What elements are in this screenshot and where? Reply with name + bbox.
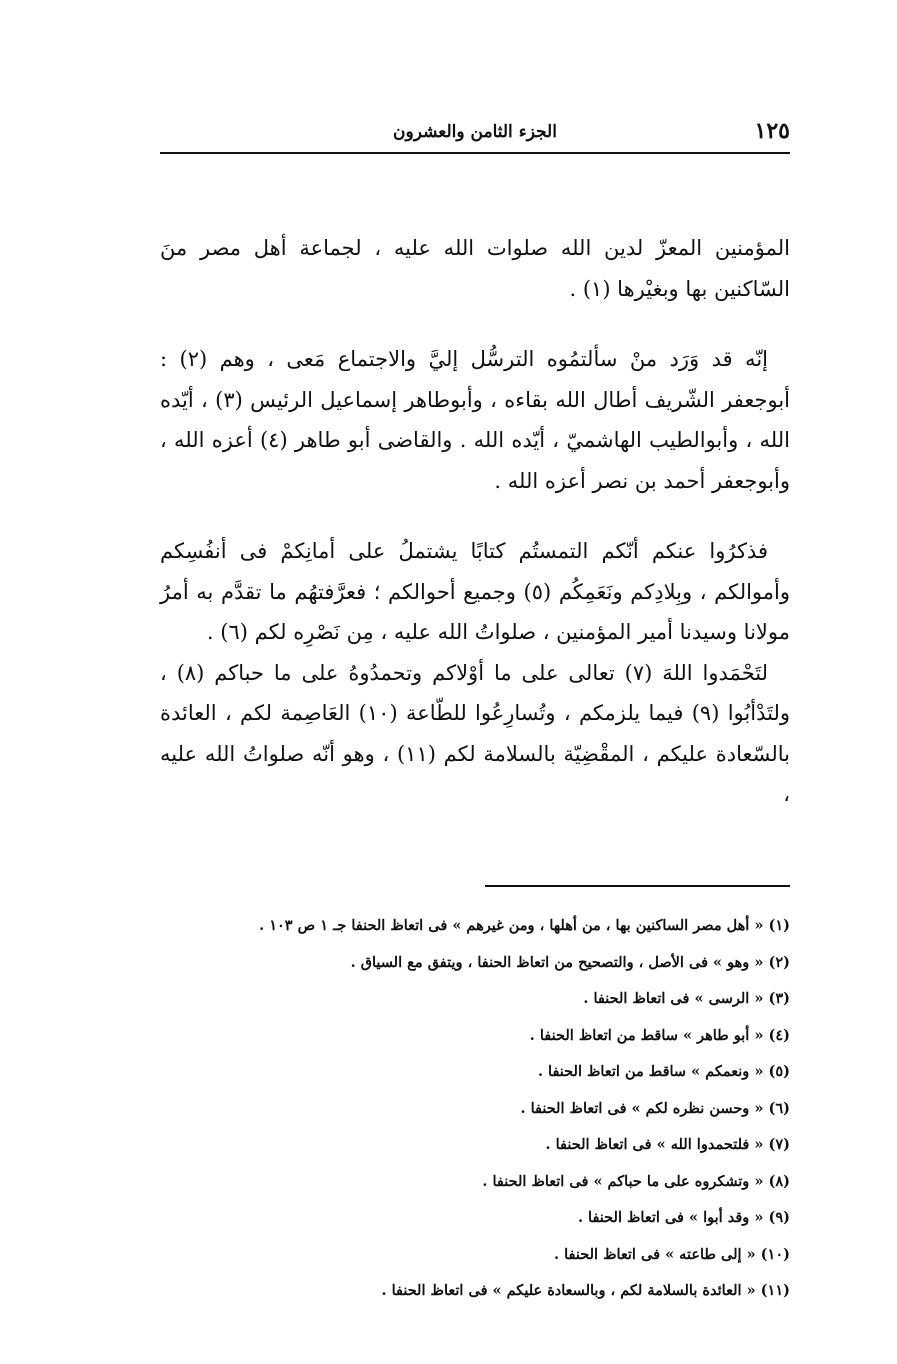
footnote-rule (485, 885, 790, 887)
footnote: (٩) « وقد أبوا » فى اتعاظ الحنفا . (577, 1209, 790, 1226)
footnote: (١٠) « إلى طاعته » فى اتعاظ الحنفا . (553, 1245, 790, 1263)
page-header (160, 118, 790, 152)
footnote: (٧) « فلتحمدوا الله » فى اتعاظ الحنفا . (545, 1136, 790, 1153)
footnote: (٨) « وتشكروه على ما حباكم » فى اتعاظ الحنفا . (482, 1172, 790, 1190)
footnote: (٢) « وهو » فى الأصل ، والتصحيح من اتعاظ الحنفا ، ويتفق مع السياق . (350, 953, 790, 971)
footnotes (160, 908, 790, 1310)
paragraph: المؤمنين المعزّ لدين الله صلوات الله عليه ، لجماعة أهل مصر منَ السّاكنين بها وبغيْرها (١) . (160, 236, 790, 301)
paragraph: فذكرُوا عنكم أنّكم التمستُم كتابًا يشتملُ على أمانِكمْ فى أنفُسِكم وأموالكم ، وبِلادِكم ونَعَمِكُم (٥) وجميع أحوالكم ؛ فعرَّفتهُم ما تقدَّم به أمرُ مولانا وسيدنا أمير المؤمنين ، صلواتُ الله عليه ، مِن نَصْرِه لكم (٦) . (160, 539, 790, 644)
main-text (160, 228, 790, 815)
header-rule (160, 152, 790, 154)
footnote: (٥) « ونعمكم » ساقط من اتعاظ الحنفا . (537, 1063, 790, 1080)
running-title: الجزء الثامن والعشرون (393, 122, 557, 142)
page-number: ١٢٥ (754, 118, 790, 144)
footnote: (٣) « الرسى » فى اتعاظ الحنفا . (583, 990, 790, 1007)
paragraph: لتَحْمَدوا اللهَ (٧) تعالى على ما أوْلاكم وتحمدُوهُ على ما حباكم (٨) ، ولتَدْأبُوا (٩) فيما يلزمكم ، وتُسارِعُوا للطّاعة (١٠) العَاصِمة لكم ، العائدة بالسّعادة عليكم ، المقْضِيّة بالسلامة لكم (١١) ، وهو أنّه صلواتُ الله عليه ، (160, 660, 790, 806)
footnote: (١١) « العائدة بالسلامة لكم ، وبالسعادة عليكم » فى اتعاظ الحنفا . (381, 1282, 790, 1299)
footnote: (٦) « وحسن نظره لكم » فى اتعاظ الحنفا . (520, 1099, 790, 1117)
paragraph: إنّه قد وَرَد منْ سألتمُوه الترسُّل إليَّ والاجتماع مَعى ، وهم (٢) : أبوجعفر الشّريف أطال الله بقاءه ، وأبوطاهر إسماعيل الرئيس (٣) ، أيّده الله ، وأبوالطيب الهاشميّ ، أيّده الله . والقاضى أبو طاهر (٤) أعزه الله ، وأبوجعفر أحمد بن نصر أعزه الله . (160, 347, 790, 493)
footnote: (٤) « أبو طاهر » ساقط من اتعاظ الحنفا . (529, 1026, 790, 1044)
footnote: (١) « أهل مصر الساكنين بها ، من أهلها ، ومن غيرهم » فى اتعاظ الحنفا جـ ١ ص ١٠٣ . (259, 917, 790, 934)
